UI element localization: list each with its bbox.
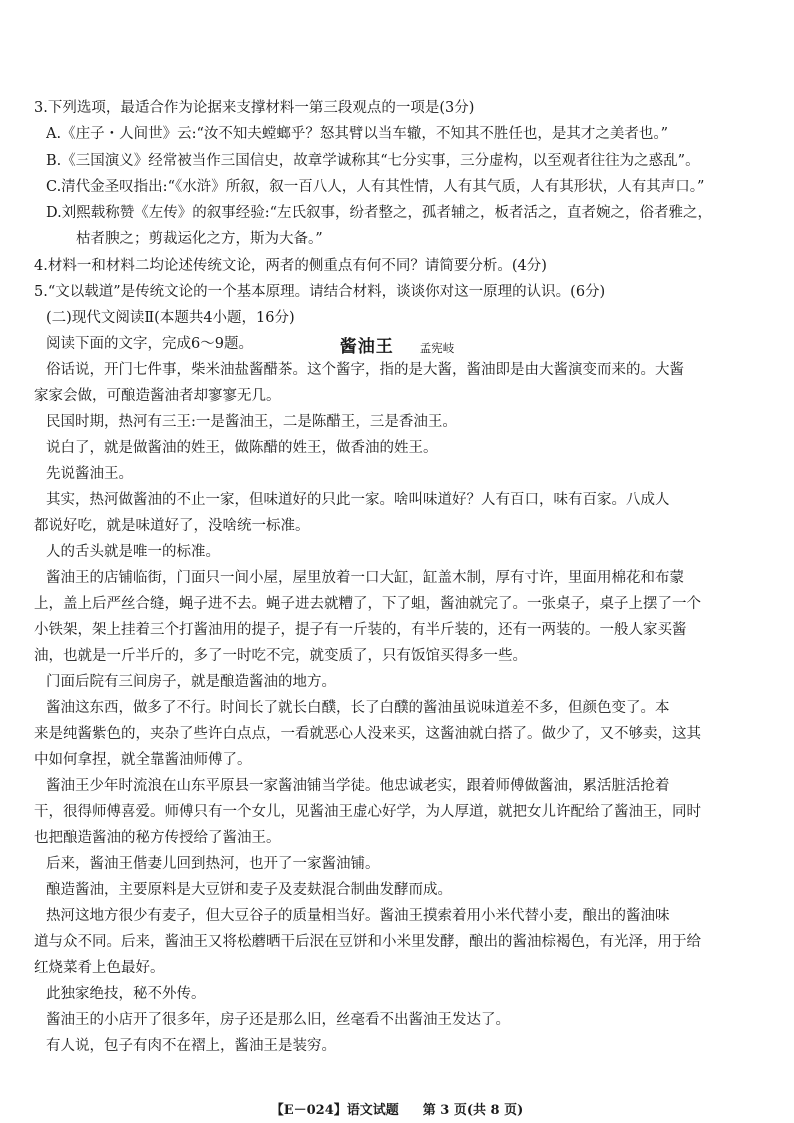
paragraph-line: 其实，热河做酱油的不止一家，但味道好的只此一家。啥叫味道好？人有百口，味有百家。八成人: [46, 492, 670, 508]
paragraph-line: 酱油王的小店开了很多年，房子还是那么旧，丝毫看不出酱油王发达了。: [46, 1012, 510, 1028]
paragraph-line: 酱油王少年时流浪在山东平原县一家酱油铺当学徒。他忠诚老实，跟着师傅做酱油，累活脏活抢着: [46, 778, 670, 794]
section-instruction: 阅读下面的文字，完成6～9题。: [46, 336, 253, 352]
paragraph-line: 油，也就是一斤半斤的，多了一时吃不完，就变质了，只有饭馆买得多一些。: [34, 648, 527, 664]
page-number: 第 3 页(共 8 页): [422, 1103, 524, 1118]
paragraph-line: 酱油王的店铺临街，门面只一间小屋，屋里放着一口大缸，缸盖木制，厚有寸许，里面用棉花和布蒙: [46, 570, 684, 586]
paragraph-line: 家家会做，可酿造酱油者却寥寥无几。: [34, 388, 281, 404]
paragraph-line: 先说酱油王。: [46, 466, 133, 482]
question-3-option-a: A.《庄子・人间世》云:“汝不知夫螳螂乎？怒其臂以当车辙，不知其不胜任也，是其才之美者也。”: [46, 126, 669, 142]
paragraph-line: 俗话说，开门七件事，柴米油盐酱醋茶。这个酱字，指的是大酱，酱油即是由大酱演变而来的。大酱: [46, 362, 684, 378]
paragraph-line: 后来，酱油王偕妻儿回到热河，也开了一家酱油铺。: [46, 856, 380, 872]
paragraph-line: 中如何拿捏，就全靠酱油师傅了。: [34, 752, 252, 768]
paragraph-line: 也把酿造酱油的秘方传授给了酱油王。: [34, 830, 281, 846]
paragraph-line: 道与众不同。后来，酱油王又将松蘑晒干后泯在豆饼和小米里发酵，酿出的酱油棕褐色，有光泽，用于给: [34, 934, 701, 950]
paragraph-line: 热河这地方很少有麦子，但大豆谷子的质量相当好。酱油王摸索着用小米代替小麦，酿出的酱油味: [46, 908, 670, 924]
section-heading: (二)现代文阅读Ⅱ(本题共4小题，16分): [46, 310, 295, 326]
story-author: 孟宪岐: [419, 341, 455, 355]
question-3-stem: 3.下列选项，最适合作为论据来支撑材料一第三段观点的一项是(3分): [34, 100, 475, 116]
paragraph-line: 上，盖上后严丝合缝，蝇子进不去。蝇子进去就糟了，下了蛆，酱油就完了。一张桌子，桌子上摆了一个: [34, 596, 701, 612]
question-3-option-c: C.清代金圣叹指出:“《水浒》所叙，叙一百八人，人有其性情，人有其气质，人有其形状，人有其声口。”: [46, 179, 705, 195]
paragraph-line: 民国时期，热河有三王:一是酱油王，二是陈醋王，三是香油王。: [46, 414, 457, 430]
paragraph-line: 有人说，包子有肉不在褶上，酱油王是装穷。: [46, 1038, 336, 1054]
question-3-option-d-continued: 枯者腴之；剪裁运化之方，斯为大备。”: [76, 231, 323, 247]
paragraph-line: 酿造酱油，主要原料是大豆饼和麦子及麦麸混合制曲发酵而成。: [46, 882, 452, 898]
paragraph-line: 门面后院有三间房子，就是酿造酱油的地方。: [46, 674, 336, 690]
paragraph-line: 红烧菜肴上色最好。: [34, 960, 165, 976]
paragraph-line: 酱油这东西，做多了不行。时间长了就长白醭，长了白醭的酱油虽说味道差不多，但颜色变了。本: [46, 700, 670, 716]
question-3-option-b: B.《三国演义》经常被当作三国信史，故章学诚称其“七分实事，三分虚构，以至观者往往为之惑乱”。: [46, 153, 700, 169]
question-3-option-d: D.刘熙载称赞《左传》的叙事经验:“左氏叙事，纷者整之，孤者辅之，板者活之，直者婉之，俗者雅之，: [46, 205, 713, 221]
paragraph-line: 说白了，就是做酱油的姓王，做陈醋的姓王，做香油的姓王。: [46, 440, 438, 456]
question-4: 4.材料一和材料二均论述传统文论，两者的侧重点有何不同？请简要分析。(4分): [34, 258, 547, 274]
paragraph-line: 小铁架，架上挂着三个打酱油用的提子，提子有一斤装的，有半斤装的，还有一两装的。一般人家买酱: [34, 622, 687, 638]
story-title-line: [0, 332, 794, 357]
question-5: 5.“文以载道”是传统文论的一个基本原理。请结合材料，谈谈你对这一原理的认识。(6分): [34, 284, 606, 300]
paragraph-line: 干，很得师傅喜爱。师傅只有一个女儿，见酱油王虚心好学，为人厚道，就把女儿许配给了酱油王，同时: [34, 804, 701, 820]
paragraph-line: 来是纯酱紫色的，夹杂了些许白点点，一看就恶心人没来买，这酱油就白搭了。做少了，又不够卖，这其: [34, 726, 701, 742]
exam-code: 【E－024】语文试题: [270, 1103, 399, 1118]
page-footer: [0, 1099, 794, 1118]
paragraph-line: 此独家绝技，秘不外传。: [46, 986, 206, 1002]
paragraph-line: 人的舌头就是唯一的标准。: [46, 544, 220, 560]
story-title: 酱油王: [339, 337, 394, 357]
paragraph-line: 都说好吃，就是味道好了，没啥统一标准。: [34, 518, 310, 534]
